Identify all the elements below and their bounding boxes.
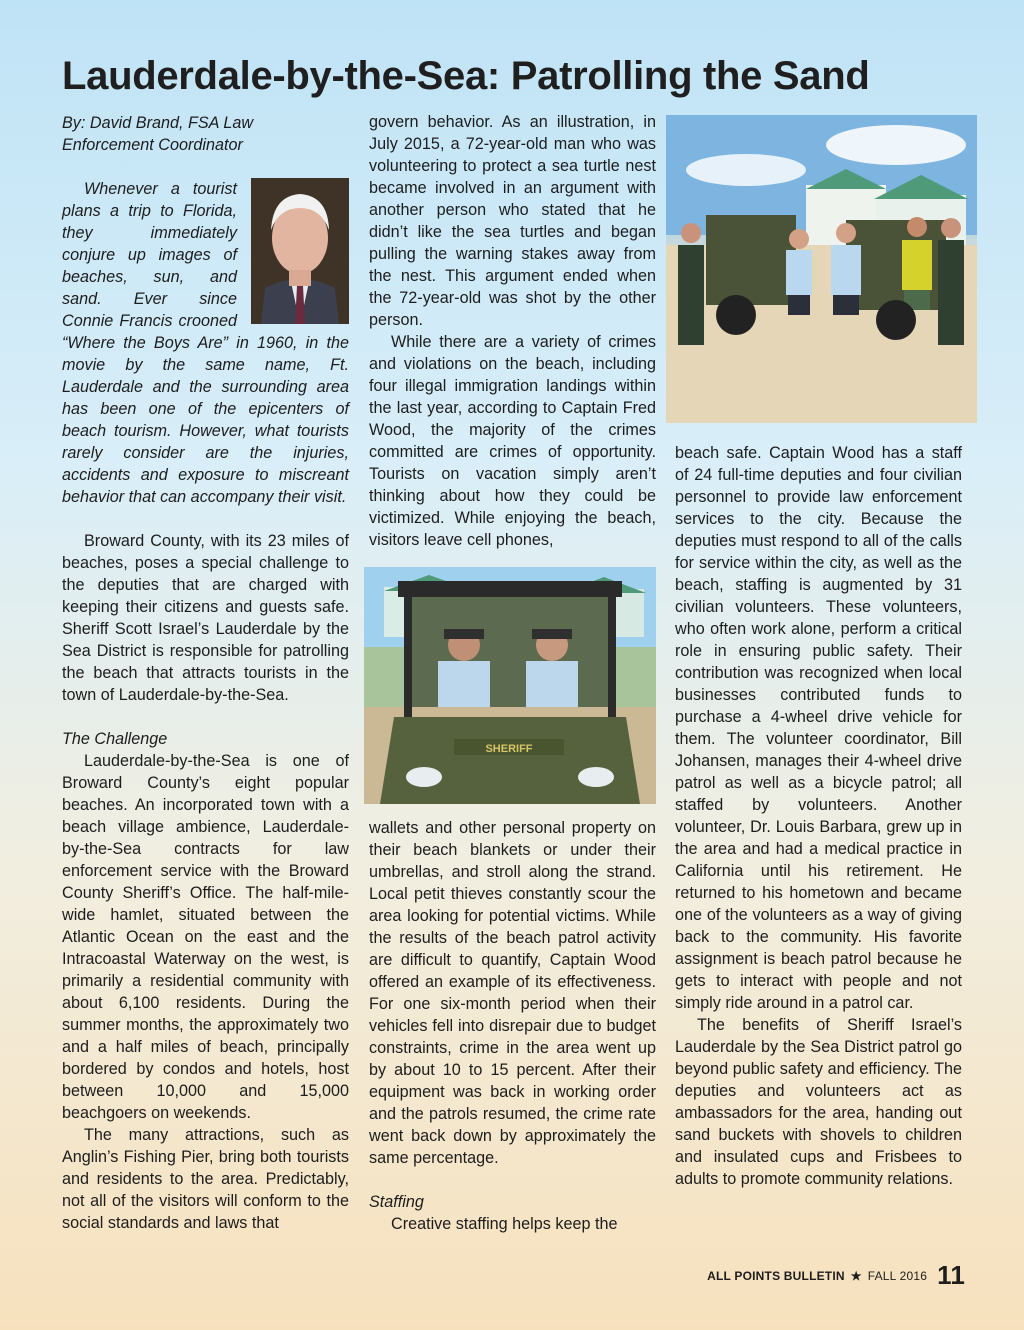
vehicle-photo-graphic (364, 567, 656, 804)
photo-sheriff-vehicle (364, 567, 656, 804)
column-2-top (369, 111, 656, 551)
issue-season: FALL 2016 (867, 1268, 928, 1283)
paragraph-3-continued: govern behavior. As an illustration, in July 2015, a 72-year-old man who was volunteering to protect a sea turtle nest became involved in an argument with another person who stated that he didn’t like the sea turtles and began pulling the warning stakes away from the nest. This argument ended when the 72-year-old was shot by the other person. (369, 113, 656, 329)
paragraph-4-continued: wallets and other personal property on their beach blankets or under their umbrellas, and stroll along the strand. Local petit thieves constantly scour the area looking for potential victims. While the results of the beach patrol activity are difficult to quantify, Captain Wood offered an example of its effectiveness. For one six-month period when their vehicles fell into disrepair due to budget constraints, crime in the area went up by about 10 to 15 percent. After their equipment was back in working order and the patrols resumed, the crime rate went back down by approximately the same percentage. (369, 819, 656, 1167)
paragraph-1: Broward County, with its 23 miles of beaches, poses a special challenge to the deputies that are charged with keeping their citizens and guests safe. Sheriff Scott Israel’s Lauderdale by the Sea District is responsible for patrolling the beach that attracts tourists in the town of Lauderdale-by-the-Sea. (62, 532, 349, 704)
portrait-graphic (251, 178, 349, 324)
byline: By: David Brand, FSA Law Enforcement Coordinator (62, 114, 254, 154)
paragraph-5-continued: beach safe. Captain Wood has a staff of 24 full-time deputies and four civilian personnel to provide law enforcement services to the city. Because the deputies must respond to all of the calls for service within the city, as well as the beach, staffing is augmented by 31 civilian volunteers. These volunteers, who often work alone, perform a critical role in ensuring public safety. Their contribution was recognized when local businesses contributed funds to purchase a 4-wheel drive vehicle for them. The volunteer coordinator, Bill Johansen, manages their 4-wheel drive patrol as well as a bicycle patrol; all staffed by volunteers. Another volunteer, Dr. Louis Barbara, grew up in the area and had a medical practice in California until his retirement. He returned to his hometown and became one of the volunteers as a way of giving back to the community. His favorite assignment is beach patrol because he gets to interact with people and not simply ride around in a patrol car. (675, 444, 962, 1012)
paragraph-5: Creative staffing helps keep the (391, 1215, 618, 1233)
paragraph-6: The benefits of Sheriff Israel’s Lauderdale by the Sea District patrol go beyond public safety and efficiency. The deputies and volunteers act as ambassadors for the area, handing out sand buckets with shovels to children and insulated cups and Frisbees to adults to promote community relations. (675, 1016, 962, 1188)
column-2-bottom (369, 817, 656, 1235)
vehicle-hood-label: SHERIFF (485, 743, 533, 755)
intro-paragraph: Whenever a tourist plans a trip to Florida, they immediately conjure up images of beaches, sun, and sand. Ever since Connie Francis crooned “Where the Boys Are” in 1960, in the movie by the same name, Ft. Lauderdale and the surrounding area has been one of the epicenters of beach tourism. However, what tourists rarely consider are the injuries, accidents and exposure to miscreant behavior that can accompany their visit. (62, 180, 349, 506)
article-title: Lauderdale-by-the-Sea: Patrolling the Sand (62, 54, 870, 98)
section-heading-challenge: The Challenge (62, 730, 168, 748)
paragraph-3: The many attractions, such as Anglin’s Fishing Pier, bring both tourists and residents to the area. Predictably, not all of the visitors will conform to the social standards and laws that (62, 1126, 349, 1232)
page-number: 11 (937, 1260, 965, 1290)
page-footer (700, 1260, 965, 1291)
team-photo-graphic (666, 115, 977, 423)
author-portrait (251, 178, 349, 324)
column-3 (675, 442, 962, 1190)
paragraph-2: Lauderdale-by-the-Sea is one of Broward County’s eight popular beaches. An incorporated town with a beach village ambience, Lauderdale-by-the-Sea contracts for law enforcement service with the Broward County Sheriff’s Office. The half-mile-wide hamlet, situated between the Atlantic Ocean on the east and the Intracoastal Waterway on the west, is primarily a residential community with about 6,100 residents. During the summer months, the approximately two and a half miles of beach, principally bordered by condos and hotels, host between 10,000 and 15,000 beachgoers on weekends. (62, 752, 349, 1122)
section-heading-staffing: Staffing (369, 1193, 424, 1211)
publication-name: ALL POINTS BULLETIN (707, 1268, 845, 1283)
photo-beach-patrol-team (666, 115, 977, 423)
star-icon: ★ (850, 1268, 862, 1283)
column-1 (62, 112, 349, 1234)
paragraph-4: While there are a variety of crimes and violations on the beach, including four illegal immigration landings within the last year, according to Captain Fred Wood, the majority of the crimes committed are crimes of opportunity. Tourists on vacation simply aren’t thinking about how they could be victimized. While enjoying the beach, visitors leave cell phones, (369, 333, 656, 549)
